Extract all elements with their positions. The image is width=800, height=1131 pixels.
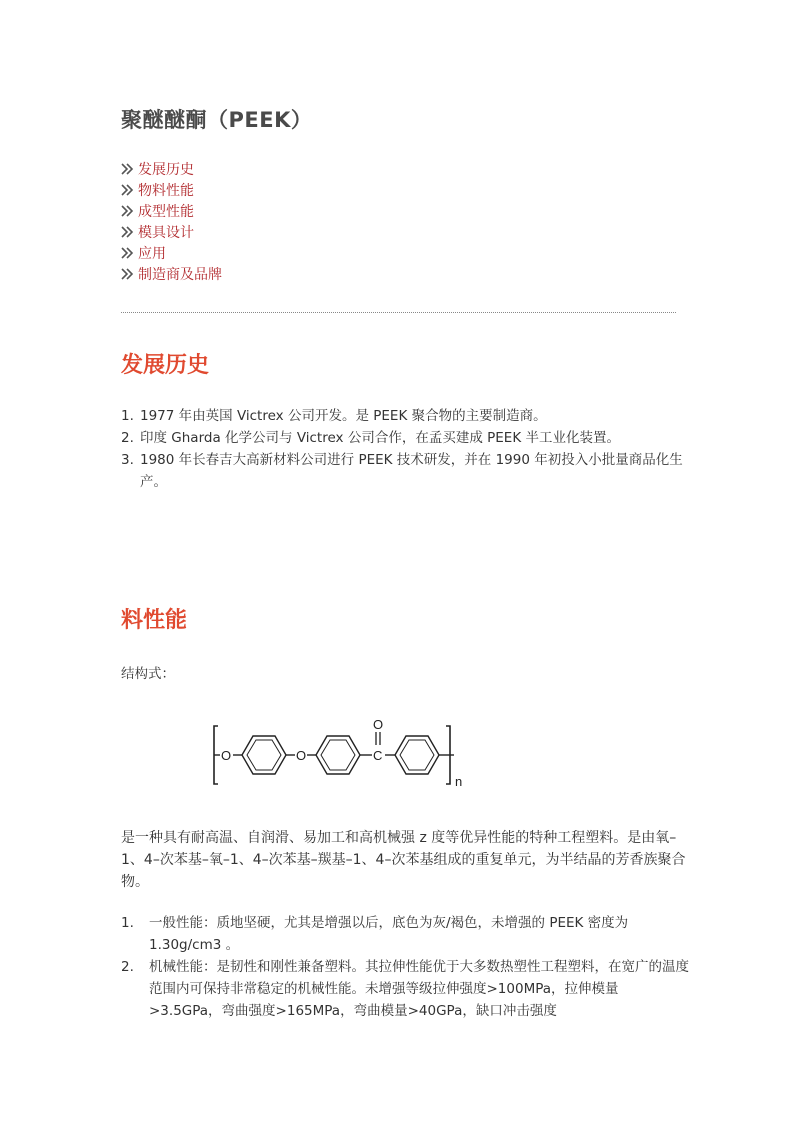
page-title: 聚醚醚酮（PEEK） — [121, 108, 313, 132]
structure-label: 结构式： — [121, 666, 175, 682]
toc-item[interactable] — [121, 242, 222, 263]
section-heading-history: 发展历史 — [121, 353, 210, 378]
table-of-contents — [121, 158, 222, 284]
atom-o1: O — [221, 748, 232, 763]
list-item: 3. 1980 年长春吉大高新材料公司进行 PEEK 技术研发，并在 1990 年初投入小批量商品化生产。 — [121, 452, 683, 490]
list-item: 2. 印度 Gharda 化学公司与 Victrex 公司合作，在孟买建成 PEEK 半工业化装置。 — [121, 430, 620, 446]
atom-o-carbonyl: O — [373, 717, 384, 732]
section-heading-properties: 料性能 — [121, 608, 188, 633]
toc-link-mold-design[interactable]: 模具设计 — [138, 224, 194, 241]
double-chevron-right-icon — [121, 163, 135, 175]
properties-list — [121, 912, 691, 1022]
toc-item[interactable] — [121, 179, 222, 200]
toc-item[interactable] — [121, 221, 222, 242]
history-list — [121, 405, 686, 493]
dotted-divider — [121, 312, 676, 313]
toc-link-material-properties[interactable]: 物料性能 — [138, 182, 194, 199]
toc-link-applications[interactable]: 应用 — [138, 245, 166, 262]
toc-link-molding-properties[interactable]: 成型性能 — [138, 203, 194, 220]
toc-item[interactable] — [121, 263, 222, 284]
double-chevron-right-icon — [121, 268, 135, 280]
peek-structure-diagram — [210, 716, 472, 794]
toc-item[interactable] — [121, 200, 222, 221]
double-chevron-right-icon — [121, 247, 135, 259]
toc-item[interactable] — [121, 158, 222, 179]
atom-o2: O — [296, 748, 307, 763]
atom-c: C — [373, 748, 383, 763]
description-paragraph: 是一种具有耐高温、自润滑、易加工和高机械强 z 度等优异性能的特种工程塑料。是由氧–1、4–次苯基–氧–1、4–次苯基–羰基–1、4–次苯基组成的重复单元，为半结晶的芳香族聚合物。 — [121, 830, 686, 890]
double-chevron-right-icon — [121, 184, 135, 196]
toc-link-history[interactable]: 发展历史 — [138, 161, 194, 178]
subscript-n: n — [455, 774, 463, 789]
list-item: 1. 1977 年由英国 Victrex 公司开发。是 PEEK 聚合物的主要制造商。 — [121, 408, 547, 424]
list-item: 2. 机械性能：是韧性和刚性兼备塑料。其拉伸性能优于大多数热塑性工程塑料，在宽广的温度范围内可保持非常稳定的机械性能。未增强等级拉伸强度>100MPa，拉伸模量>3.5GPa，弯曲强度>165MPa，弯曲模量>40GPa，缺口冲击强度 — [121, 959, 689, 1019]
toc-link-manufacturers[interactable]: 制造商及品牌 — [138, 266, 222, 283]
double-chevron-right-icon — [121, 226, 135, 238]
list-item: 1. 一般性能：质地坚硬，尤其是增强以后，底色为灰/褐色，未增强的 PEEK 密度为 1.30g/cm3 。 — [121, 915, 629, 953]
double-chevron-right-icon — [121, 205, 135, 217]
